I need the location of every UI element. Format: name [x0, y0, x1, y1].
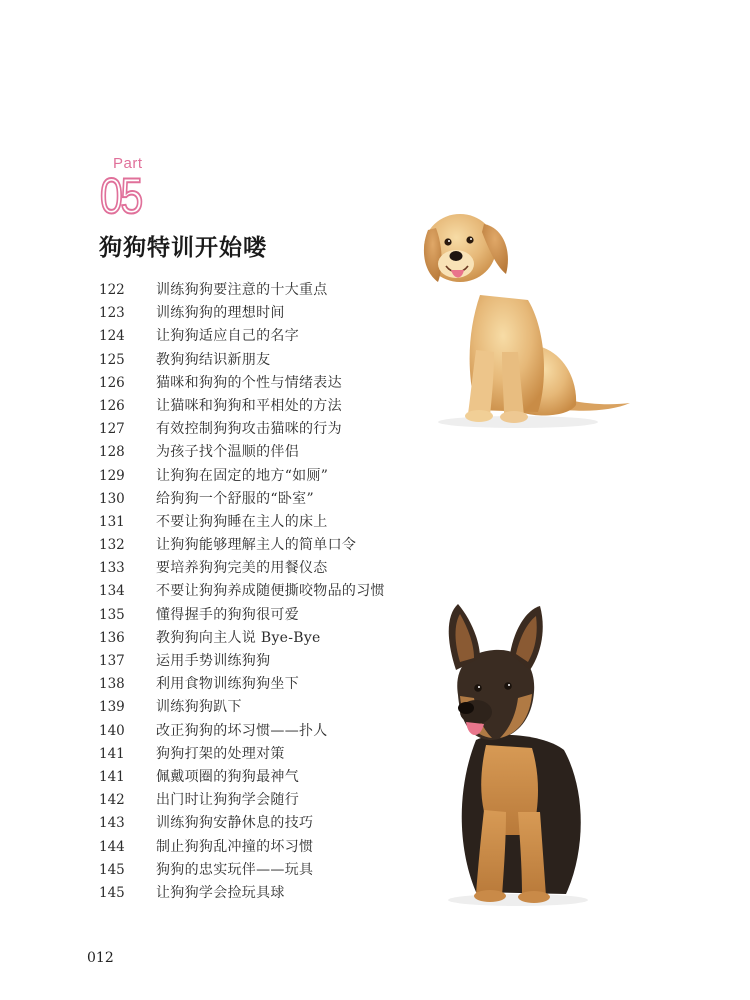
- toc-title: 给狗狗一个舒服的“卧室”: [156, 490, 314, 507]
- toc-item[interactable]: [99, 836, 385, 859]
- toc-title: 佩戴项圈的狗狗最神气: [156, 768, 299, 785]
- toc-item[interactable]: [99, 465, 385, 488]
- toc-title: 训练狗狗安静休息的技巧: [156, 815, 314, 832]
- toc-title: 让猫咪和狗狗和平相处的方法: [156, 397, 342, 414]
- toc-item[interactable]: [99, 882, 385, 905]
- toc-item[interactable]: [99, 673, 385, 696]
- toc-page: 128: [99, 444, 125, 461]
- toc-title: 教狗狗结识新朋友: [156, 351, 271, 368]
- toc-page: 124: [99, 328, 125, 345]
- toc-page: 145: [99, 861, 125, 878]
- toc-title: 猫咪和狗狗的个性与情绪表达: [156, 374, 342, 391]
- toc-item[interactable]: [99, 418, 385, 441]
- toc-item[interactable]: [99, 604, 385, 627]
- toc-item[interactable]: [99, 696, 385, 719]
- toc-page: 137: [99, 653, 125, 669]
- toc-title: 懂得握手的狗狗很可爱: [156, 606, 299, 623]
- toc-item[interactable]: [99, 859, 385, 882]
- toc-item[interactable]: [99, 279, 385, 302]
- toc-title: 让狗狗适应自己的名字: [156, 328, 299, 345]
- toc-page: 135: [99, 606, 125, 623]
- toc-title: 狗狗打架的处理对策: [156, 745, 285, 762]
- toc-item[interactable]: [99, 349, 385, 372]
- toc-page: 144: [99, 838, 125, 855]
- toc-page: 125: [99, 351, 125, 368]
- toc-item[interactable]: [99, 325, 385, 348]
- toc-item[interactable]: [99, 720, 385, 743]
- toc-page: 141: [99, 768, 125, 785]
- toc-title: 出门时让狗狗学会随行: [156, 792, 299, 809]
- toc-item[interactable]: [99, 534, 385, 557]
- toc-page: 133: [99, 560, 125, 577]
- toc-title: 改正狗狗的坏习惯——扑人: [156, 722, 328, 739]
- toc-page: 127: [99, 421, 125, 438]
- part-number: 05: [100, 168, 141, 224]
- toc-page: 129: [99, 467, 125, 484]
- toc-item[interactable]: [99, 511, 385, 534]
- toc-page: 141: [99, 745, 125, 762]
- toc-page: 136: [99, 629, 125, 646]
- toc-item[interactable]: [99, 650, 385, 673]
- toc-title: 训练狗狗趴下: [156, 699, 242, 716]
- toc-title: 训练狗狗要注意的十大重点: [156, 282, 328, 298]
- toc-title: 不要让狗狗养成随便撕咬物品的习惯: [156, 583, 385, 600]
- toc-page: 131: [99, 513, 125, 530]
- toc-item[interactable]: [99, 557, 385, 580]
- toc-title: 让狗狗学会捡玩具球: [156, 884, 285, 901]
- toc-page: 122: [99, 282, 125, 298]
- toc-item[interactable]: [99, 812, 385, 835]
- toc-item[interactable]: [99, 488, 385, 511]
- toc-title: 教狗狗向主人说 Bye-Bye: [156, 629, 321, 646]
- toc-page: 139: [99, 699, 125, 716]
- german-shepherd-puppy-illustration: [436, 600, 596, 910]
- toc-item[interactable]: [99, 372, 385, 395]
- toc-page: 126: [99, 397, 125, 414]
- toc-page: 142: [99, 792, 125, 809]
- toc-title: 让狗狗在固定的地方“如厕”: [156, 467, 329, 484]
- toc-title: 有效控制狗狗攻击猫咪的行为: [156, 421, 342, 438]
- toc-title: 让狗狗能够理解主人的简单口令: [156, 537, 357, 554]
- toc-page: 140: [99, 722, 125, 739]
- toc-title: 制止狗狗乱冲撞的坏习惯: [156, 838, 314, 855]
- toc-item[interactable]: [99, 743, 385, 766]
- toc-page: 145: [99, 884, 125, 901]
- toc-page: 138: [99, 676, 125, 693]
- part-label: Part: [113, 155, 143, 172]
- toc-page: 126: [99, 374, 125, 391]
- toc-item[interactable]: [99, 789, 385, 812]
- toc-title: 为孩子找个温顺的伴侣: [156, 444, 299, 461]
- toc-title: 训练狗狗的理想时间: [156, 305, 285, 322]
- toc-item[interactable]: [99, 580, 385, 603]
- toc-page: 130: [99, 490, 125, 507]
- toc-title: 狗狗的忠实玩伴——玩具: [156, 861, 314, 878]
- toc-item[interactable]: [99, 766, 385, 789]
- toc-item[interactable]: [99, 627, 385, 650]
- part-title: 狗狗特训开始喽: [99, 235, 267, 261]
- toc-page: 123: [99, 305, 125, 322]
- toc-title: 利用食物训练狗狗坐下: [156, 676, 299, 693]
- table-of-contents: [99, 279, 385, 905]
- toc-title: 不要让狗狗睡在主人的床上: [156, 513, 328, 530]
- toc-page: 143: [99, 815, 125, 832]
- toc-title: 要培养狗狗完美的用餐仪态: [156, 560, 328, 577]
- toc-item[interactable]: [99, 302, 385, 325]
- toc-item[interactable]: [99, 441, 385, 464]
- toc-page: 132: [99, 537, 125, 554]
- toc-page: 134: [99, 583, 125, 600]
- toc-item[interactable]: [99, 395, 385, 418]
- golden-retriever-puppy-illustration: [418, 200, 638, 440]
- page-number: 012: [87, 950, 114, 966]
- toc-title: 运用手势训练狗狗: [156, 653, 271, 669]
